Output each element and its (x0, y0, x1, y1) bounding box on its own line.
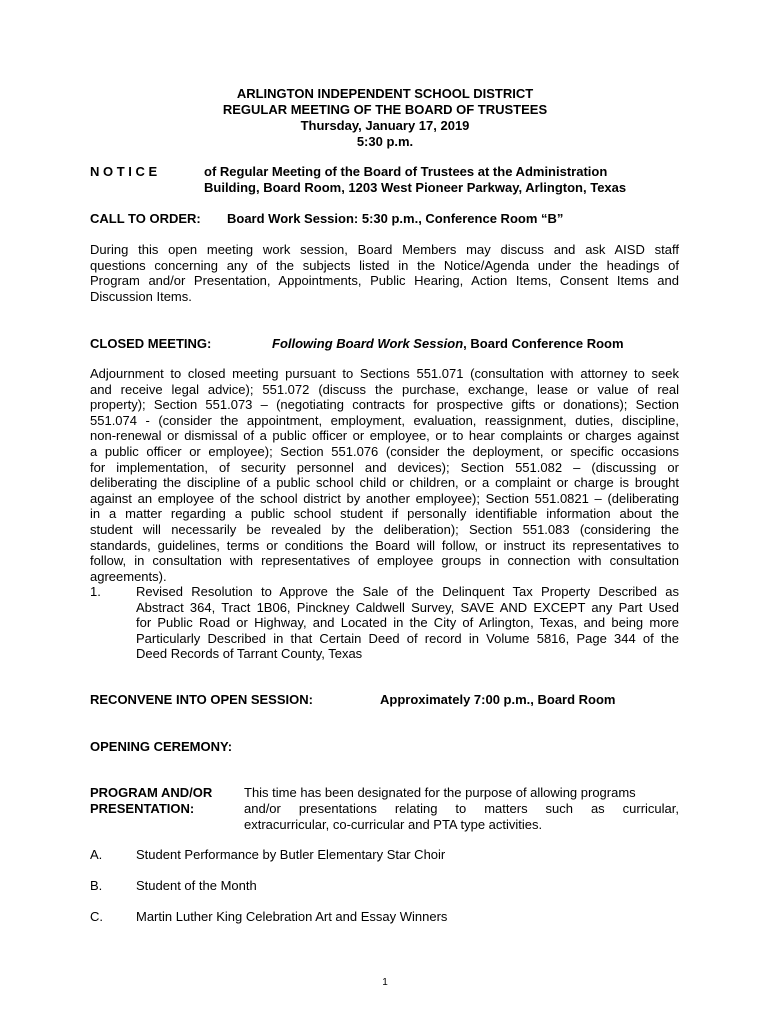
paragraph-line: follow, in consultation with representatives of employee groups in connection with consultation (90, 553, 679, 569)
notice-label: N O T I C E (90, 164, 158, 179)
paragraph-line: a public officer or employee); Section 551.076 (consider the deployment, or specific occasions (90, 443, 679, 459)
paragraph-line: During this open meeting work session, Board Members may discuss and ask AISD staff (90, 242, 679, 257)
closed-meeting-label: CLOSED MEETING: (90, 336, 212, 351)
program-label-line-2: PRESENTATION: (90, 801, 195, 816)
paragraph-line: deliberating the discipline of a public school child or children, or a complaint or charge is brought (90, 475, 679, 491)
item-line: for Public Road or Highway, and Located in the City of Arlington, Texas, and being more (136, 615, 679, 631)
paragraph-line: in a matter regarding a public school student if personally identifiable information about the (90, 506, 679, 522)
program-item-text: Martin Luther King Celebration Art and Essay Winners (136, 909, 448, 924)
call-to-order-label: CALL TO ORDER: (90, 211, 201, 226)
program-desc-line-1: This time has been designated for the purpose of allowing programs (244, 785, 636, 800)
program-label-line-1: PROGRAM AND/OR (90, 785, 213, 800)
paragraph-line: property); Section 551.073 – (negotiating contracts for prospective gifts or donations); Section (90, 397, 679, 413)
paragraph-line: and receive legal advice); 551.072 (discuss the purchase, exchange, lease or value of real (90, 381, 679, 397)
closed-item-text (136, 584, 679, 662)
item-line: Abstract 364, Tract 1B06, Pinckney Caldwell Survey, SAVE AND EXCEPT any Part Used (136, 599, 679, 615)
work-session-paragraph (90, 242, 679, 304)
paragraph-line: for implementation, of security personnel and devices); Section 551.082 – (discussing or (90, 459, 679, 475)
program-item-text: Student Performance by Butler Elementary Star Choir (136, 847, 446, 862)
reconvene-value: Approximately 7:00 p.m., Board Room (380, 692, 616, 707)
page-number: 1 (382, 977, 388, 988)
paragraph-line: against an employee of the school district by another employee); Section 551.0821 – (deliberating (90, 490, 679, 506)
document-header (0, 86, 770, 150)
paragraph-line: 551.074 - (consider the appointment, employment, evaluation, reassignment, duties, discipline, (90, 412, 679, 428)
closed-meeting-value (272, 336, 624, 352)
paragraph-line: Adjournment to closed meeting pursuant to Sections 551.071 (consultation with attorney to seek (90, 366, 679, 381)
closed-meeting-location: , Board Conference Room (463, 336, 624, 351)
district-name: ARLINGTON INDEPENDENT SCHOOL DISTRICT (236, 86, 534, 101)
opening-ceremony-label: OPENING CEREMONY: (90, 739, 233, 754)
notice-text-line-2: Building, Board Room, 1203 West Pioneer Parkway, Arlington, Texas (204, 180, 627, 195)
paragraph-line: standards, guidelines, terms or conditions the Board will follow, or instruct its representatives to (90, 537, 679, 553)
closed-item-number: 1. (90, 584, 101, 599)
paragraph-line: questions concerning any of the subjects listed in the Notice/Agenda under the headings of (90, 257, 679, 273)
paragraph-line: student will necessarily be revealed by the deliberation); Section 551.083 (considering the (90, 521, 679, 537)
program-item-letter: B. (90, 878, 103, 893)
program-item-letter: A. (90, 847, 103, 862)
program-desc-line-3: extracurricular, co-curricular and PTA type activities. (244, 817, 543, 832)
item-line: Revised Resolution to Approve the Sale of the Delinquent Tax Property Described as (136, 584, 679, 599)
paragraph-line: Program and/or Presentation, Appointments, Public Hearing, Action Items, Consent Items and (90, 273, 679, 289)
closed-meeting-timing: Following Board Work Session (272, 336, 464, 351)
meeting-time: 5:30 p.m. (356, 134, 414, 149)
paragraph-line: non-renewal or dismissal of a public officer or employee, or to hear complaints or charges against (90, 428, 679, 444)
program-item-letter: C. (90, 909, 103, 924)
paragraph-line: agreements). (90, 568, 167, 584)
program-item-text: Student of the Month (136, 878, 257, 893)
closed-meeting-paragraph (90, 366, 679, 584)
notice-text-line-1: of Regular Meeting of the Board of Trustees at the Administration (204, 164, 608, 179)
item-line: Deed Records of Tarrant County, Texas (136, 646, 363, 662)
program-desc-line-2: and/or presentations relating to matters such as curricular, (244, 801, 679, 816)
meeting-title: REGULAR MEETING OF THE BOARD OF TRUSTEES (222, 102, 548, 117)
reconvene-label: RECONVENE INTO OPEN SESSION: (90, 692, 313, 707)
meeting-date: Thursday, January 17, 2019 (300, 118, 470, 133)
item-line: Particularly Described in that Certain Deed of record in Volume 5816, Page 344 of the (136, 630, 679, 646)
paragraph-line: Discussion Items. (90, 288, 192, 304)
call-to-order-value: Board Work Session: 5:30 p.m., Conference Room “B” (227, 211, 564, 226)
